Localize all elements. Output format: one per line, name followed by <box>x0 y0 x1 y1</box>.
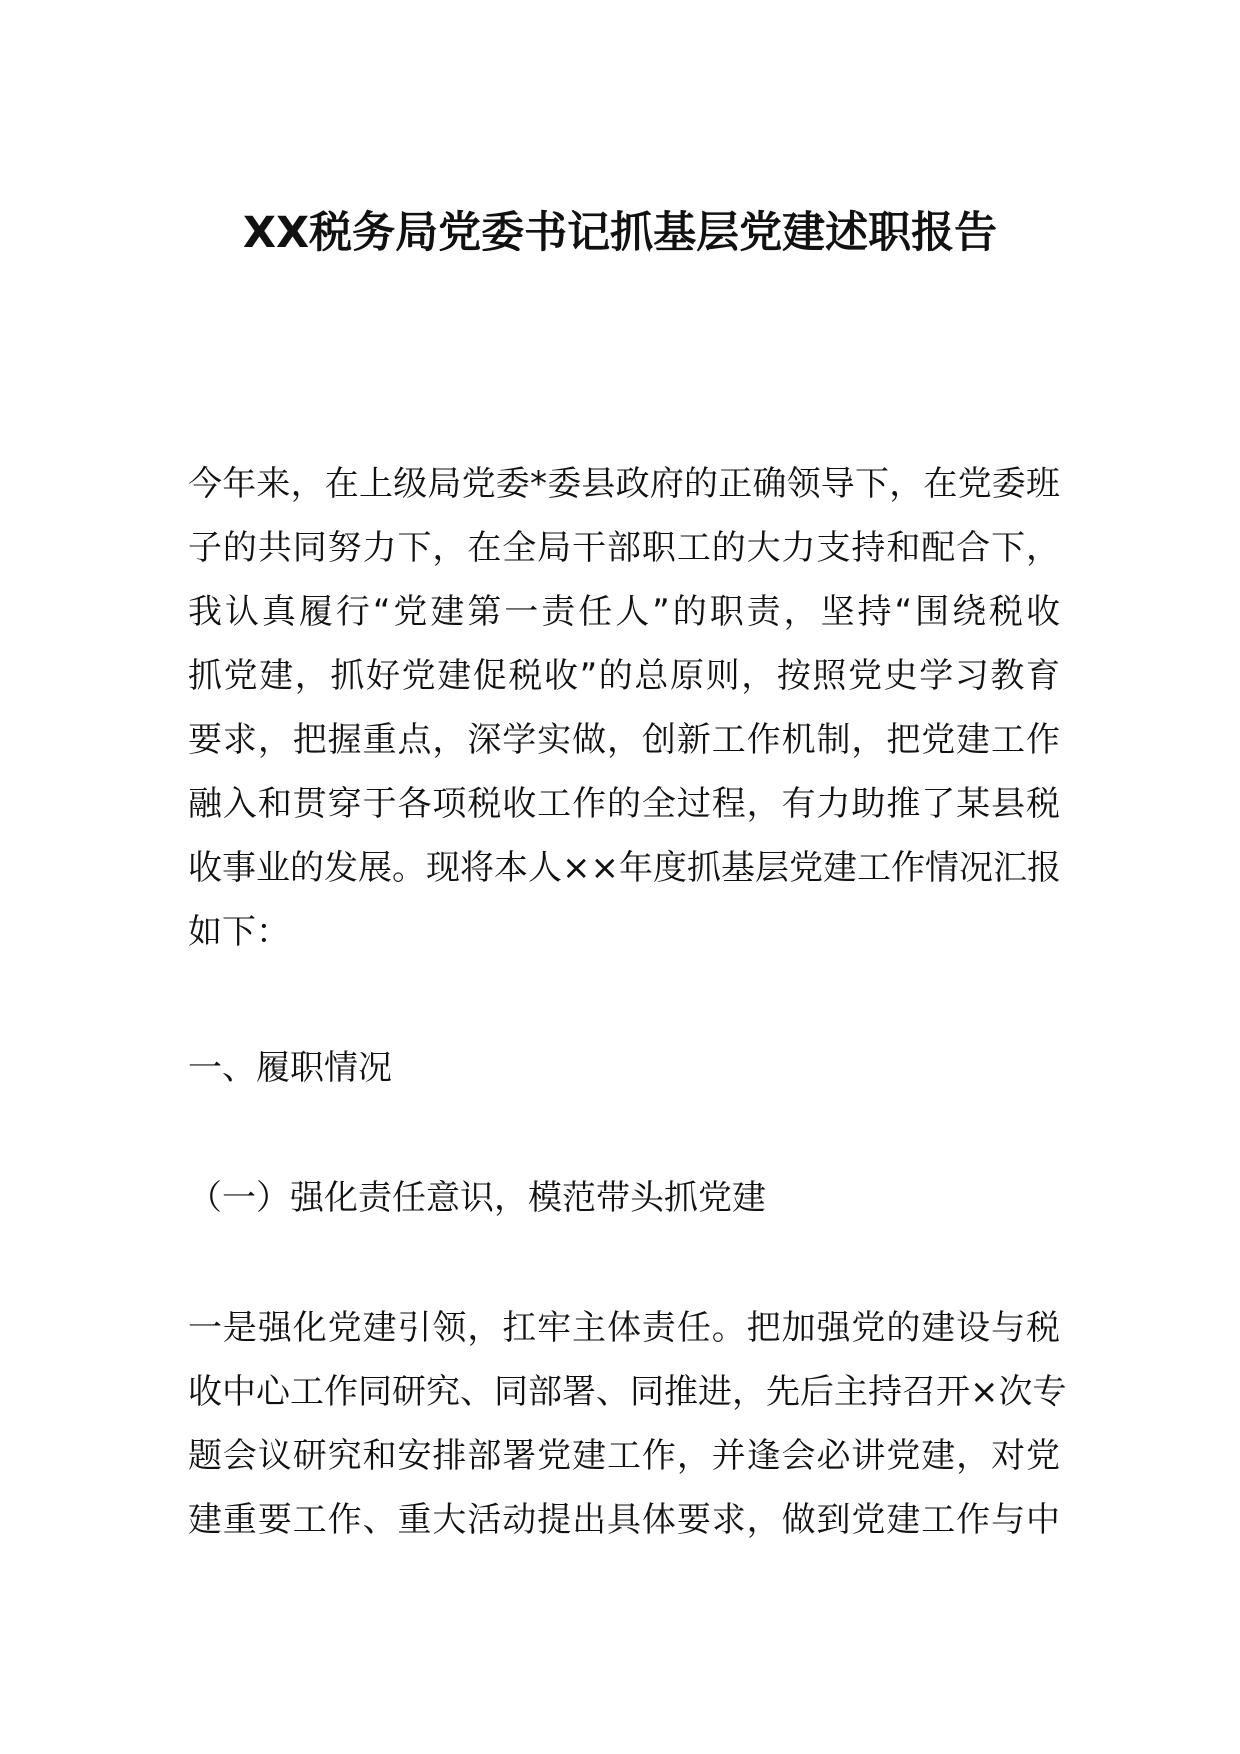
intro-paragraph <box>188 452 1060 964</box>
paragraph-line: 要求，把握重点，深学实做，创新工作机制，把党建工作 <box>188 720 1060 760</box>
paragraph-line: 收事业的发展。现将本人××年度抓基层党建工作情况汇报 <box>188 848 1061 888</box>
document-title: XX税务局党委书记抓基层党建述职报告 <box>242 208 998 258</box>
subsection-heading-block <box>188 1166 1060 1230</box>
paragraph-line: 融入和贯穿于各项税收工作的全过程，有力助推了某县税 <box>188 784 1060 824</box>
section-heading-block <box>188 1036 1060 1100</box>
paragraph-line: 我认真履行“党建第一责任人”的职责，坚持“围绕税收 <box>188 592 1060 632</box>
paragraph-line: 建重要工作、重大活动提出具体要求，做到党建工作与中 <box>188 1500 1060 1540</box>
body-paragraph <box>188 1296 1067 1552</box>
section-heading: 一、履职情况 <box>188 1048 392 1088</box>
paragraph-line: 题会议研究和安排部署党建工作，并逢会必讲党建，对党 <box>188 1436 1060 1476</box>
paragraph-line: 今年来，在上级局党委*委县政府的正确领导下，在党委班 <box>188 464 1060 504</box>
paragraph-line: 如下： <box>188 912 290 952</box>
paragraph-line: 抓党建，抓好党建促税收”的总原则，按照党史学习教育 <box>188 656 1060 696</box>
paragraph-line: 收中心工作同研究、同部署、同推进，先后主持召开×次专 <box>188 1372 1067 1412</box>
paragraph-line: 子的共同努力下，在全局干部职工的大力支持和配合下， <box>188 528 1060 568</box>
paragraph-line: 一是强化党建引领，扛牢主体责任。把加强党的建设与税 <box>188 1308 1060 1348</box>
subsection-heading: （一）强化责任意识，模范带头抓党建 <box>188 1178 766 1218</box>
